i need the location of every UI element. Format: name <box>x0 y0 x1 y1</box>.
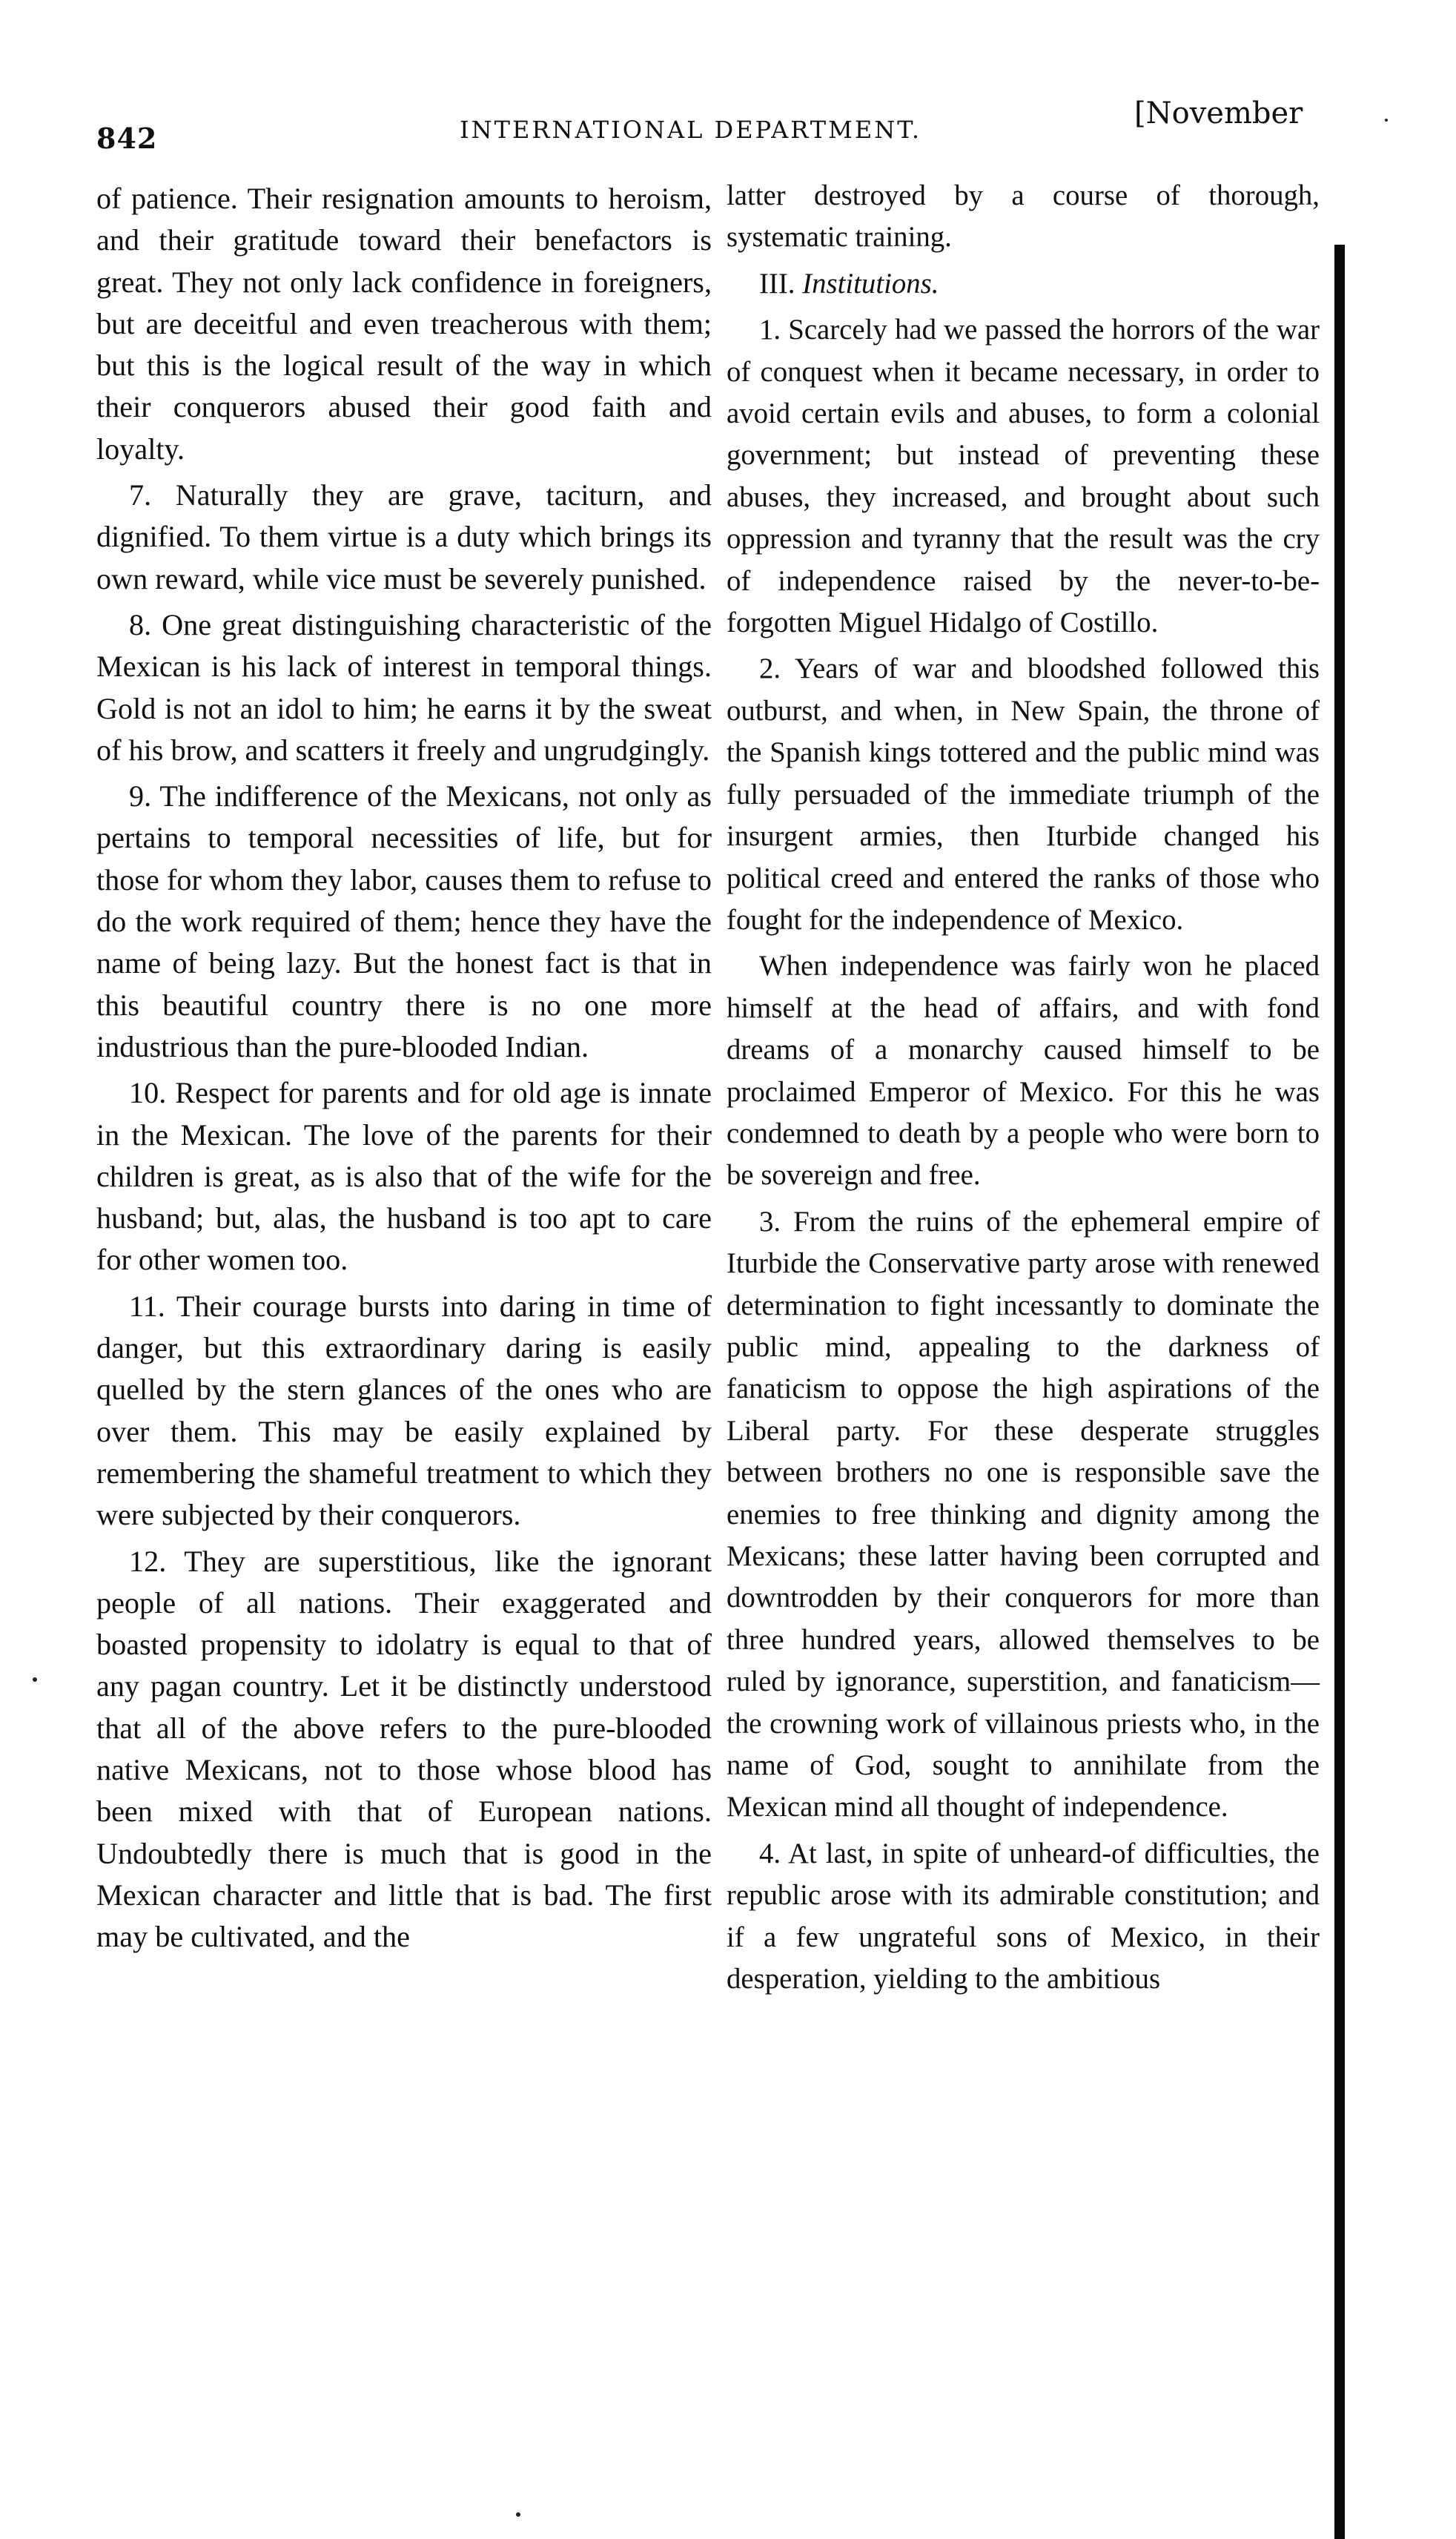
section-number: III. <box>759 267 795 300</box>
scan-edge-mark <box>1334 245 1345 2539</box>
paragraph-8: 8. One great distinguishing characteristic of the Mexican is his lack of interest in temporal things. Gold is not an idol to him; he earns it by the sweat of his brow, and scatters it freely and ungrudgingly. <box>96 607 712 767</box>
paragraph-continuation: of patience. Their resignation amounts to heroism, and their gratitude toward their benefactors is great. They not only lack confidence in foreigners, but are deceitful and even treacherous with them; but this is the logical result of the way in which their conquerors abused their good faith and loyalty. <box>96 182 712 466</box>
paragraph-1: 1. Scarcely had we passed the horrors of the war of conquest when it became necessary, in order to avoid certain evils and abuses, to form a colonial government; but instead of preventing these abuses, they increased, and brought about such oppression and tyranny that the result was the cry of independence raised by the never-to-be-forgotten Miguel Hidalgo of Costillo. <box>727 314 1320 639</box>
left-column <box>96 178 712 1962</box>
paragraph-independence: When independence was fairly won he placed himself at the head of affairs, and with fond dreams of a monarchy caused himself to be proclaimed Emperor of Mexico. For this he was condemned to death by a people who were born to be sovereign and free. <box>727 950 1320 1192</box>
paragraph-12: 12. They are superstitious, like the ignorant people of all nations. Their exaggerated and boasted propensity to idolatry is equal to that of any pagan country. Let it be distinctly understood that all of the above refers to the pure-blooded native Mexicans, not to those whose blood has been mixed with that of European nations. Undoubtedly there is much that is good in the Mexican character and little that is bad. The first may be cultivated, and the <box>96 1544 712 1954</box>
scan-speck <box>1385 119 1388 122</box>
paragraph-opening: latter destroyed by a course of thorough, systematic training. <box>727 179 1320 254</box>
header-date: [November <box>1134 96 1303 131</box>
right-column <box>727 175 1320 2004</box>
scan-speck <box>516 2512 520 2517</box>
page-header <box>96 96 1312 155</box>
page-edge-shadow <box>1334 0 1456 2539</box>
page-number: 842 <box>96 122 158 155</box>
paragraph-4: 4. At last, in spite of unheard-of difficulties, the republic arose with its admirable constitution; and if a few ungrateful sons of Mexico, in their desperation, yielding to the ambitious <box>727 1837 1320 1995</box>
paragraph-9: 9. The indifference of the Mexicans, not only as pertains to temporal necessities of life, but for those for whom they labor, causes them to refuse to do the work required of them; hence they have the name of being lazy. But the honest fact is that in this beautiful country there is no one more industrious than the pure-blooded Indian. <box>96 779 712 1063</box>
paragraph-3: 3. From the ruins of the ephemeral empire of Iturbide the Conservative party arose with renewed determination to fight incessantly to dominate the public mind, appealing to the darkness of fanaticism to oppose the high aspirations of the Liberal party. For these desperate struggles between brothers no one is responsible save the enemies to free thinking and dignity among the Mexicans; these latter having been corrupted and downtrodden by their conquerors for more than three hundred years, allowed themselves to be ruled by ignorance, superstition, and fanaticism—the crowning work of villainous priests who, in the name of God, sought to annihilate from the Mexican mind all thought of independence. <box>727 1205 1320 1823</box>
section-heading <box>727 263 1320 305</box>
section-title: Institutions. <box>802 267 939 300</box>
paragraph-11: 11. Their courage bursts into daring in time of danger, but this extraordinary daring is easily quelled by the stern glances of the ones who are over them. This may be easily explained by remembering the shameful treatment to which they were subjected by their conquerors. <box>96 1289 712 1532</box>
paragraph-10: 10. Respect for parents and for old age is innate in the Mexican. The love of the parents for their children is great, as is also that of the wife for the husband; but, alas, the husband is too apt to care for other women too. <box>96 1076 712 1277</box>
scan-speck <box>33 1677 37 1682</box>
paragraph-2: 2. Years of war and bloodshed followed this outburst, and when, in New Spain, the throne of the Spanish kings tottered and the public mind was fully persuaded of the immediate triumph of the insurgent armies, then Iturbide changed his political creed and entered the ranks of those who fought for the independence of Mexico. <box>727 653 1320 936</box>
running-head: INTERNATIONAL DEPARTMENT. <box>460 116 922 144</box>
paragraph-7: 7. Naturally they are grave, taciturn, and dignified. To them virtue is a duty which brings its own reward, while vice must be severely punished. <box>96 478 712 595</box>
